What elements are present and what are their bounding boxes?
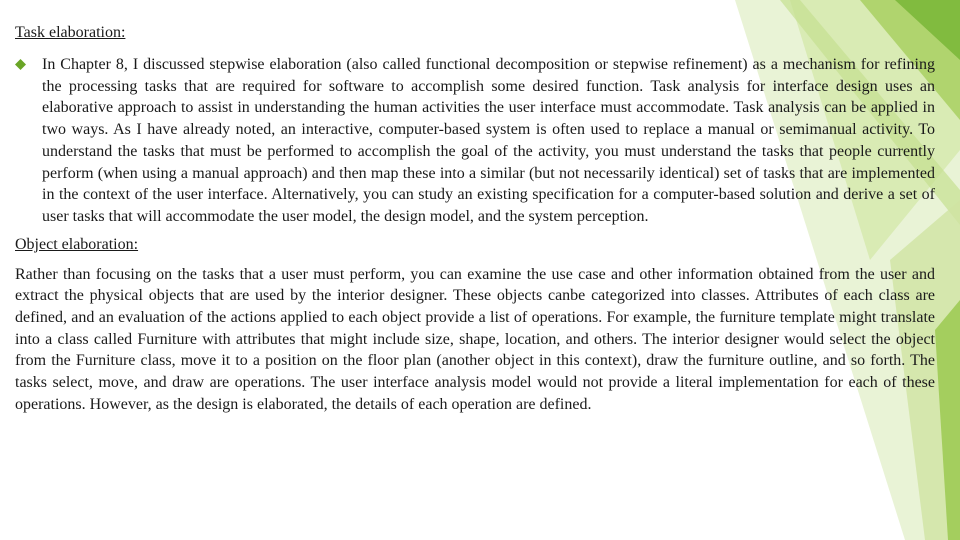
task-elaboration-bullet-item [15, 54, 935, 228]
object-elaboration-paragraph: Rather than focusing on the tasks that a user must perform, you can examine the use case and other information obtained from the user and extract the physical objects that are used by the interior designer. These objects canbe categorized into classes. Attributes of each class are defined, and an evaluation of the actions applied to each object provide a list of operations. For example, the furniture template might translate into a class called Furniture with attributes that might include size, shape, location, and others. The interior designer would select the object from the Furniture class, move it to a position on the floor plan (another object in this context), draw the furniture outline, and so forth. The tasks select, move, and draw are operations. The user interface analysis model would not provide a literal implementation for each of these operations. However, as the design is elaborated, the details of each operation are defined. [15, 265, 935, 413]
slide-content [15, 22, 935, 416]
diamond-bullet-icon [15, 54, 42, 70]
task-elaboration-heading: Task elaboration: [15, 24, 126, 41]
task-elaboration-paragraph: In Chapter 8, I discussed stepwise elaboration (also called functional decomposition or stepwise refinement) as a mechanism for refining the processing tasks that are required for software to accomplish some desired function. Task analysis for interface design uses an elaborative approach to assist in understanding the human activities the user interface must accommodate. Task analysis can be applied in two ways. As I have already noted, an interactive, computer-based system is often used to replace a manual or semimanual activity. To understand the tasks that must be performed to accomplish the goal of the activity, you must understand the tasks that people currently perform (when using a manual approach) and then map these into a similar (but not necessarily identical) set of tasks that are implemented in the context of the user interface. Alternatively, you can study an existing specification for a computer-based solution and derive a set of user tasks that will accommodate the user model, the design model, and the system perception. [42, 56, 935, 225]
object-elaboration-heading: Object elaboration: [15, 235, 139, 253]
